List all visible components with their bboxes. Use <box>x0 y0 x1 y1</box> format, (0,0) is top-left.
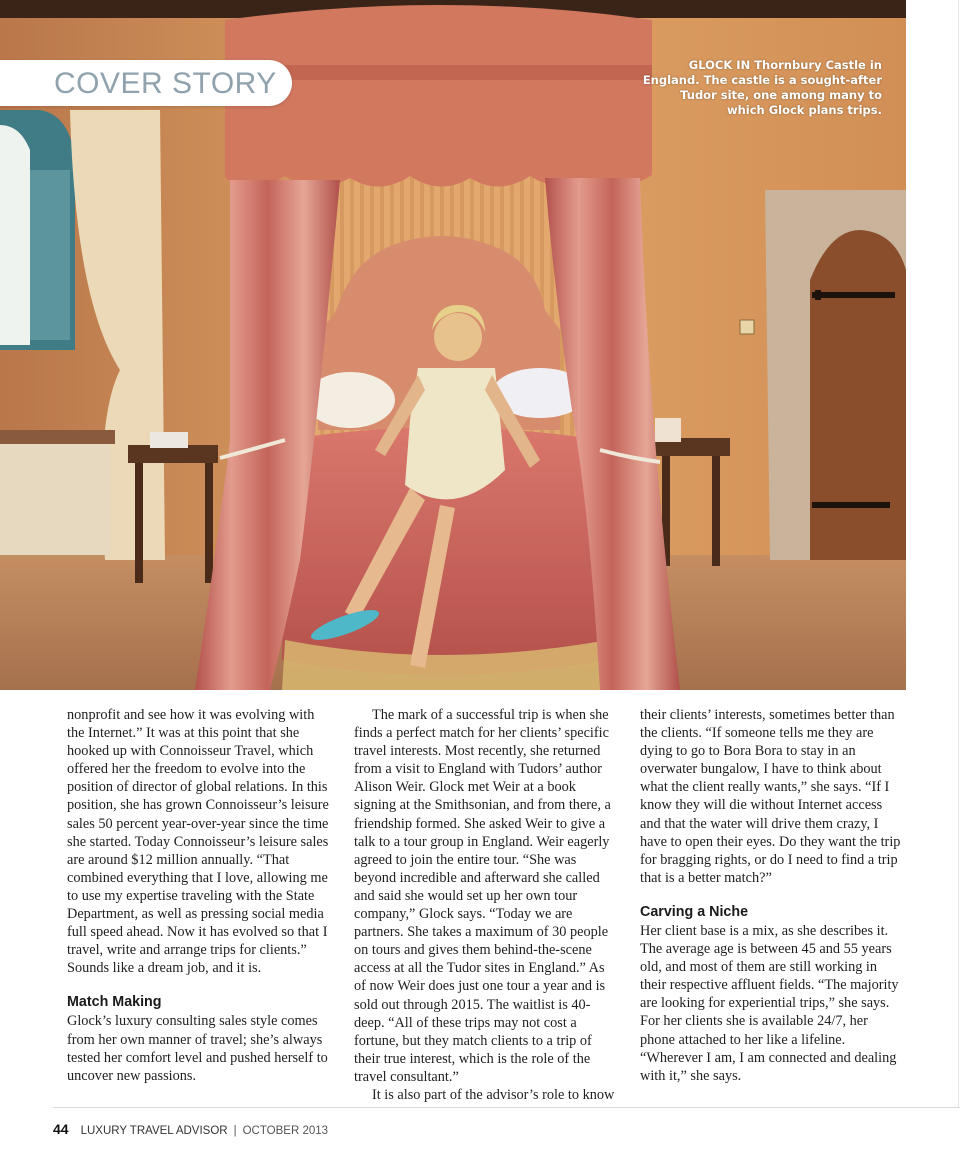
page-number: 44 <box>53 1121 69 1137</box>
page-footer <box>53 1121 328 1137</box>
paragraph: their clients’ interests, sometimes better than the clients. “If someone tells me they are dying to go to Bora Bora to stay in an overwater bungalow, I have to think about what the client really wants,” she says. “If I know they will die without Internet access and that the water will drive them crazy, I have to open their eyes. Do they want the trip for bragging rights, or do I need to find a trip that is a better match?” <box>640 707 901 886</box>
subheading-carving-a-niche: Carving a Niche <box>640 903 749 920</box>
paragraph: nonprofit and see how it was evolving with the Internet.” It was at this point that she hooked up with Connoisseur Travel, which offered her the freedom to evolve into the position of director of global relations. In this position, she has grown Connoisseur’s leisure sales 50 percent year-over-year since the time she started. Today Connoisseur’s leisure sales are around $12 million annually. “That combined everything that I love, allowing me to use my expertise traveling with the State Department, as well as pressing social media full speed ahead. Now it has evolved so that I travel, write and arrange trips for clients.” Sounds like a dream job, and it is. <box>67 707 329 977</box>
footer-rule <box>53 1107 960 1108</box>
photo-caption: GLOCK IN Thornbury Castle in England. The castle is a sought-after Tudor site, one among many to which Glock plans trips. <box>642 58 882 117</box>
paragraph: Her client base is a mix, as she describes it. The average age is between 45 and 55 years old, and most of them are still working in their respective affluent fields. “The majority are looking for experiential trips,” she says. For her clients she is available 24/7, her phone attached to her like a lifeline. “Wherever I am, I am connected and dealing with it,” she says. <box>640 922 899 1084</box>
article-column-2 <box>354 706 620 1104</box>
paragraph: It is also part of the advisor’s role to know <box>372 1086 615 1103</box>
article-column-1 <box>67 706 333 1085</box>
section-tab-label: COVER STORY <box>54 67 277 100</box>
paragraph: Glock’s luxury consulting sales style comes from her own manner of travel; she’s always tested her comfort level and pushed herself to uncover new passions. <box>67 1013 328 1084</box>
subheading-match-making: Match Making <box>67 994 162 1011</box>
paragraph: The mark of a successful trip is when she finds a perfect match for her clients’ specific travel interests. Most recently, she returned from a visit to England with Tudors’ author Alison Weir. Glock met Weir at a book signing at the Smithsonian, and from there, a friendship formed. She asked Weir to give a talk to a tour group in England. Weir eagerly agreed to join the entire tour. “She was beyond incredible and afterward she called and said she would set up her own tour company,” Glock says. “Today we are partners. She takes a maximum of 30 people on tours and gives them behind-the-scene access at all the Tudor sites in England.” As of now Weir does just one tour a year and is sold out through 2015. The waitlist is 40-deep. “All of these trips may not cost a fortune, but they match clients to a trip of their true interest, which is the role of the travel consultant.” <box>354 707 611 1085</box>
article-column-3 <box>640 706 906 1085</box>
footer-separator: | <box>233 1125 237 1137</box>
section-tab <box>0 60 292 106</box>
issue-date: OCTOBER 2013 <box>242 1125 329 1137</box>
page-edge-rule <box>958 0 959 1108</box>
publication-name: LUXURY TRAVEL ADVISOR <box>80 1125 228 1137</box>
